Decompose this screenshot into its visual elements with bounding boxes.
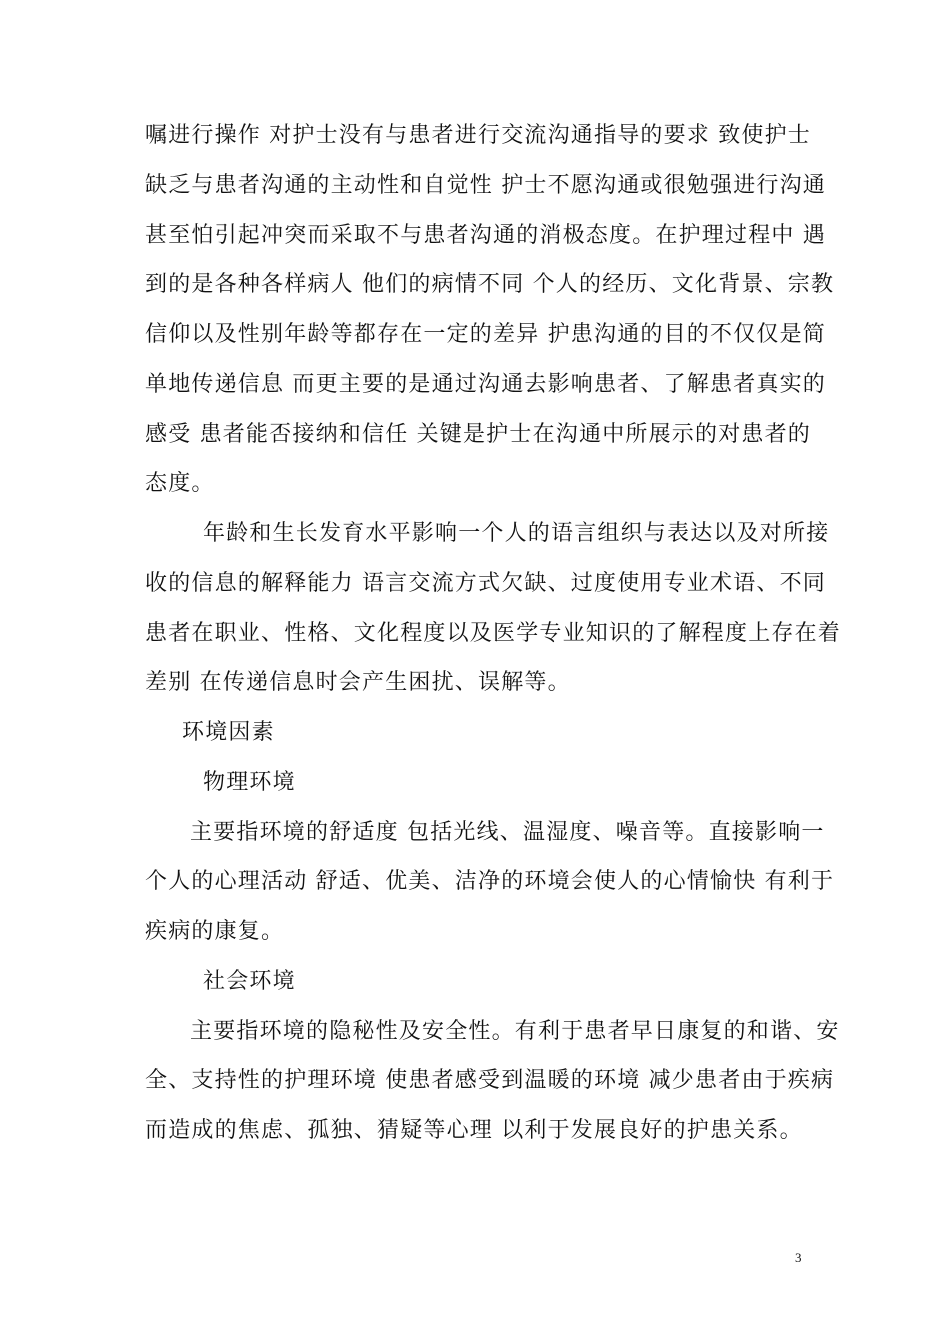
text-line: 感受 患者能否接纳和信任 关键是护士在沟通中所展示的对患者的 — [145, 422, 811, 447]
text-line: 缺乏与患者沟通的主动性和自觉性 护士不愿沟通或很勉强进行沟通 — [145, 173, 826, 198]
paragraph-first-line: 主要指环境的隐秘性及安全性。有利于患者早日康复的和谐、安 — [190, 1019, 840, 1044]
text-line: 差别 在传递信息时会产生困扰、误解等。 — [145, 670, 571, 695]
text-line: 单地传递信息 而更主要的是通过沟通去影响患者、了解患者真实的 — [145, 372, 826, 397]
text-line: 嘱进行操作 对护士没有与患者进行交流沟通指导的要求 致使护士 — [145, 123, 811, 148]
text-line: 到的是各种各样病人 他们的病情不同 个人的经历、文化背景、宗教 — [145, 272, 835, 297]
text-line: 收的信息的解释能力 语言交流方式欠缺、过度使用专业术语、不同 — [145, 571, 826, 596]
paragraph-first-line: 年龄和生长发育水平影响一个人的语言组织与表达以及对所接 — [203, 521, 830, 546]
section-heading: 环境因素 — [182, 720, 275, 745]
subsection-heading: 社会环境 — [203, 969, 296, 994]
text-line: 态度。 — [145, 471, 215, 496]
text-line: 信仰以及性别年龄等都存在一定的差异 护患沟通的目的不仅仅是简 — [145, 322, 826, 347]
text-line: 而造成的焦虑、孤独、猜疑等心理 以利于发展良好的护患关系。 — [145, 1118, 803, 1143]
subsection-heading: 物理环境 — [203, 770, 296, 795]
text-line: 个人的心理活动 舒适、优美、洁净的环境会使人的心情愉快 有利于 — [145, 869, 835, 894]
page-number: 3 — [795, 1250, 802, 1265]
paragraph-first-line: 主要指环境的舒适度 包括光线、温湿度、噪音等。直接影响一 — [190, 820, 825, 845]
text-line: 甚至怕引起冲突而采取不与患者沟通的消极态度。在护理过程中 遇 — [145, 223, 826, 248]
text-line: 患者在职业、性格、文化程度以及医学专业知识的了解程度上存在着 — [145, 621, 842, 646]
text-line: 全、支持性的护理环境 使患者感受到温暖的环境 减少患者由于疾病 — [145, 1068, 835, 1093]
text-line: 疾病的康复。 — [145, 919, 285, 944]
